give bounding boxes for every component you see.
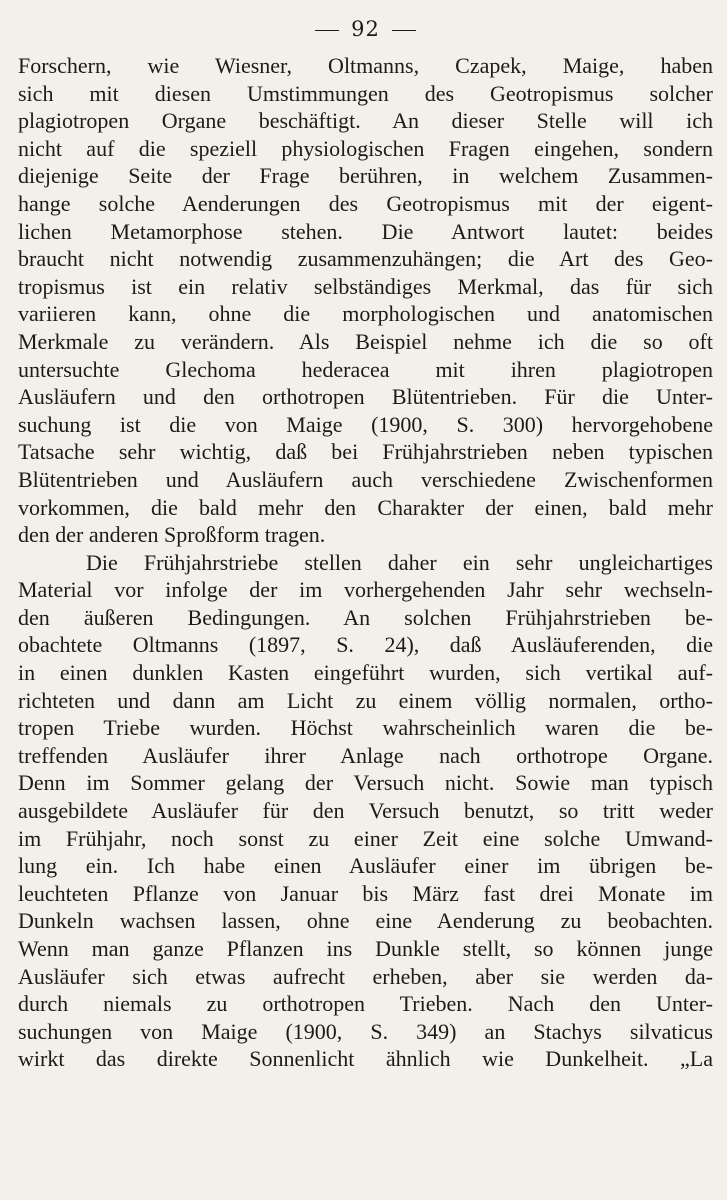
text-line: variieren kann, ohne die morphologischen und anatomischen <box>18 301 713 327</box>
text-line: Blütentrieben und Ausläufern auch verschiedene Zwischenformen <box>18 466 713 492</box>
text-line: lung ein. Ich habe einen Ausläufer einer im übrigen be- <box>18 853 713 879</box>
text-line: Merkmale zu verändern. Als Beispiel nehme ich die so oft <box>18 328 713 354</box>
text-line: Dunkeln wachsen lassen, ohne eine Aenderung zu beobachten. <box>18 908 713 934</box>
text-line: richteten und dann am Licht zu einem völlig normalen, ortho- <box>18 687 713 713</box>
text-line: Wenn man ganze Pflanzen ins Dunkle stellt, so können junge <box>18 936 713 961</box>
text-line: Material vor infolge der im vorhergehenden Jahr sehr wechseln- <box>18 577 713 603</box>
text-line: obachtete Oltmanns (1897, S. 24), daß Ausläuferenden, die <box>18 632 713 658</box>
text-line: Ausläufer sich etwas aufrecht erheben, aber sie werden da- <box>18 963 713 989</box>
text-line: Ausläufern und den orthotropen Blütentrieben. Für die Unter- <box>18 384 713 410</box>
text-line: den der anderen Sproßform tragen. <box>18 522 326 548</box>
header-dash-right <box>392 30 416 31</box>
text-line: tropismus ist ein relativ selbständiges Merkmal, das für sich <box>18 273 713 299</box>
text-line: plagiotropen Organe beschäftigt. An dieser Stelle will ich <box>18 108 713 134</box>
text-line: nicht auf die speziell physiologischen Fragen eingehen, sondern <box>18 135 713 161</box>
text-line: suchung ist die von Maige (1900, S. 300) hervorgehobene <box>18 411 713 437</box>
body-text <box>18 52 713 1073</box>
text-line: wirkt das direkte Sonnenlicht ähnlich wie Dunkelheit. „La <box>18 1046 713 1072</box>
text-line: vorkommen, die bald mehr den Charakter der einen, bald mehr <box>18 494 713 520</box>
page-number: 92 <box>351 17 380 41</box>
text-line: braucht nicht notwendig zusammenzuhängen; die Art des Geo- <box>18 246 713 272</box>
text-line: untersuchte Glechoma hederacea mit ihren plagiotropen <box>18 356 713 382</box>
text-line: durch niemals zu orthotropen Trieben. Nach den Unter- <box>18 991 713 1017</box>
text-line: Tatsache sehr wichtig, daß bei Frühjahrstrieben neben typischen <box>18 439 713 465</box>
text-line: in einen dunklen Kasten eingeführt wurden, sich vertikal auf- <box>18 660 713 686</box>
text-line: diejenige Seite der Frage berühren, in welchem Zusammen- <box>18 163 713 189</box>
text-line: Denn im Sommer gelang der Versuch nicht. Sowie man typisch <box>18 770 713 796</box>
text-line: tropen Triebe wurden. Höchst wahrscheinlich waren die be- <box>18 715 713 741</box>
text-line: lichen Metamorphose stehen. Die Antwort lautet: beides <box>18 218 713 244</box>
text-line: suchungen von Maige (1900, S. 349) an Stachys silvaticus <box>18 1018 713 1044</box>
text-line: den äußeren Bedingungen. An solchen Frühjahrstrieben be- <box>18 604 713 630</box>
text-line: Forschern, wie Wiesner, Oltmanns, Czapek, Maige, haben <box>18 53 713 78</box>
text-line-paragraph-start: Die Frühjahrstriebe stellen daher ein sehr ungleichartiges <box>86 549 713 575</box>
page-header <box>18 12 713 52</box>
header-dash-left <box>315 30 339 31</box>
text-line: ausgebildete Ausläufer für den Versuch benutzt, so tritt weder <box>18 798 713 824</box>
text-line: leuchteten Pflanze von Januar bis März fast drei Monate im <box>18 880 713 906</box>
text-line: hange solche Aenderungen des Geotropismus mit der eigent- <box>18 190 713 216</box>
text-line: sich mit diesen Umstimmungen des Geotropismus solcher <box>18 80 713 106</box>
text-line: im Frühjahr, noch sonst zu einer Zeit eine solche Umwand- <box>18 825 713 851</box>
text-line: treffenden Ausläufer ihrer Anlage nach orthotrope Organe. <box>18 742 713 768</box>
